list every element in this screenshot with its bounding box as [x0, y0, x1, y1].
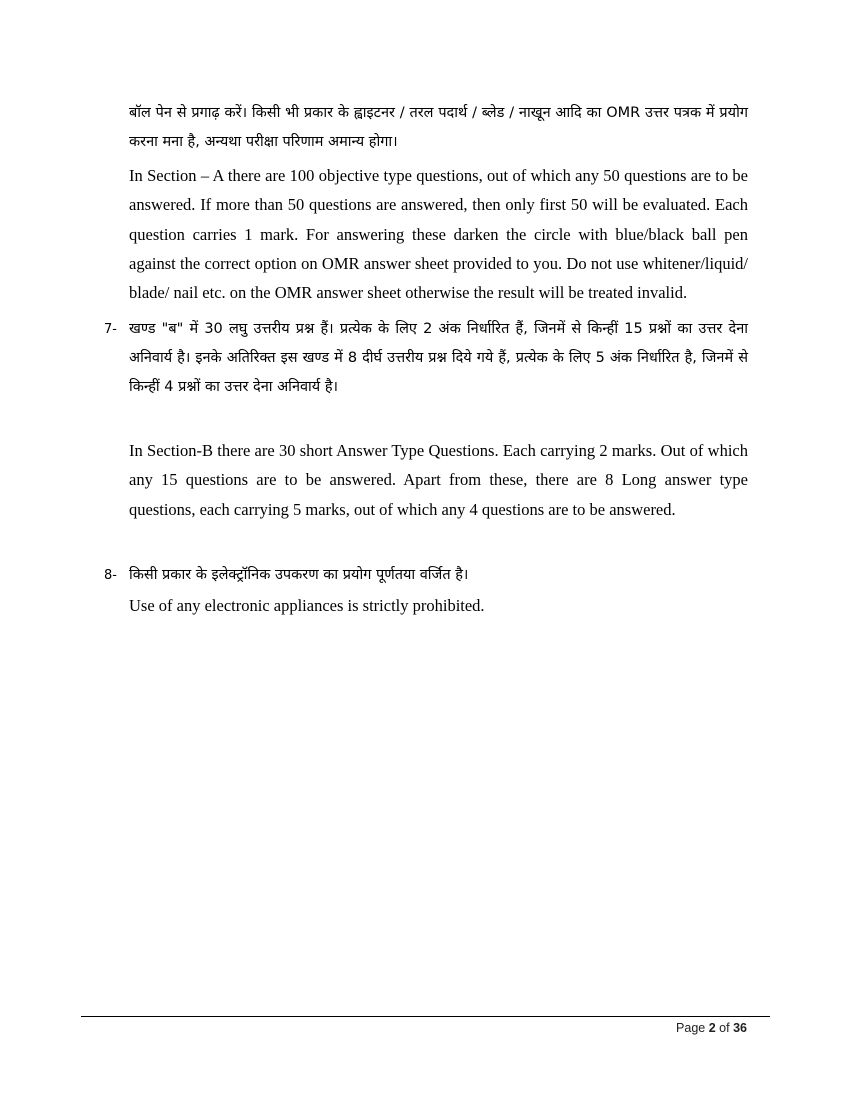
instruction-7-english: In Section-B there are 30 short Answer Type Questions. Each carrying 2 marks. Out of which any 15 questions are to be answered. Apart from these, there are 8 Long answer type questions, each carrying 5 marks, out of which any 4 questions are to be answered.	[129, 441, 748, 519]
total-pages: 36	[733, 1021, 747, 1035]
instruction-7-number: 7-	[104, 322, 117, 337]
instruction-7-hindi: खण्ड "ब" में 30 लघु उत्तरीय प्रश्न हैं। प्रत्येक के लिए 2 अंक निर्धारित हैं, जिनमें से किन्हीं 15 प्रश्नों का उत्तर देना अनिवार्य है। इनके अतिरिक्त इस खण्ड में 8 दीर्घ उत्तरीय प्रश्न दिये गये हैं, प्रत्येक के लिए 5 अंक निर्धारित है, जिनमें से किन्हीं 4 प्रश्नों का उत्तर देना अनिवार्य है।	[129, 321, 748, 395]
footer-divider	[81, 1016, 770, 1017]
of-label: of	[719, 1021, 730, 1035]
instruction-8-english: Use of any electronic appliances is strictly prohibited.	[129, 596, 485, 615]
current-page: 2	[708, 1021, 716, 1035]
instruction-8-hindi: किसी प्रकार के इलेक्ट्रॉनिक उपकरण का प्रयोग पूर्णतया वर्जित है।	[129, 567, 469, 583]
instruction-8-number: 8-	[104, 568, 117, 583]
page-label: Page	[676, 1021, 706, 1035]
instruction-6-english: In Section – A there are 100 objective type questions, out of which any 50 questions are to be answered. If more than 50 questions are answered, then only first 50 will be evaluated. Each question carries 1 mark. For answering these darken the circle with blue/black ball pen against the correct option on OMR answer sheet provided to you. Do not use whitener/liquid/ blade/ nail etc. on the OMR answer sheet otherwise the result will be treated invalid.	[129, 166, 748, 303]
instruction-6-hindi-continued: बॉल पेन से प्रगाढ़ करें। किसी भी प्रकार के ह्वाइटनर / तरल पदार्थ / ब्लेड / नाखून आदि का OMR उत्तर पत्रक में प्रयोग करना मना है, अन्यथा परीक्षा परिणाम अमान्य होगा।	[129, 105, 748, 150]
page-number	[676, 1021, 747, 1035]
